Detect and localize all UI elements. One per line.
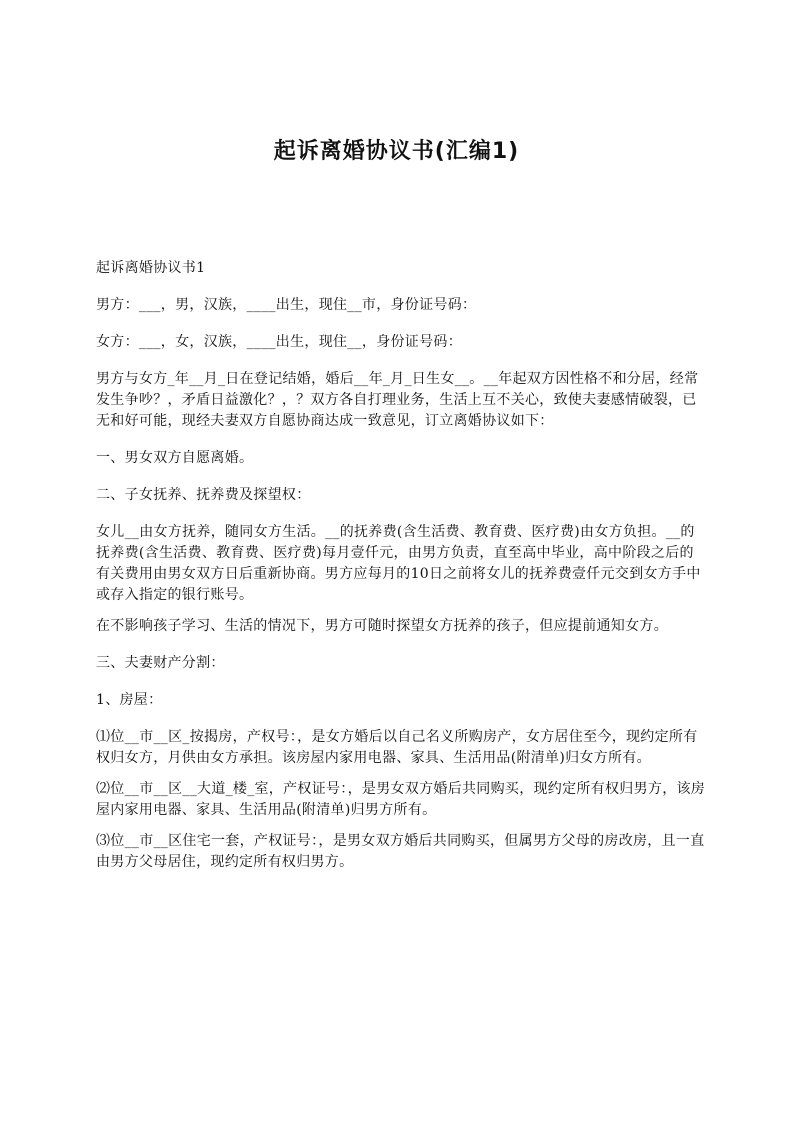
husband-info-paragraph: 男方：___，男，汉族，____出生，现住__市，身份证号码： <box>96 297 477 313</box>
clause-3-heading: 三、夫妻财产分割： <box>96 655 225 671</box>
clause-2-heading: 二、子女抚养、抚养费及探望权： <box>96 487 311 503</box>
child-support-paragraph: 女儿__由女方抚养，随同女方生活。__的抚养费(含生活费、教育费、医疗费)由女方负担。__的抚养费(含生活费、教育费、医疗费)每月壹仟元，由男方负责，直至高中毕业，高中阶段之后的有关费用由男女双方日后重新协商。男方应每月的10日之前将女儿的抚养费壹仟元交到女方手中或存入指定的银行账号。 <box>96 524 701 603</box>
house-subheading: 1、房屋： <box>96 692 163 708</box>
document-title: 起诉离婚协议书(汇编1) <box>273 139 520 164</box>
house-item-2-paragraph: ⑵位__市__区__大道_楼_室，产权证号：，是男女双方婚后共同购买，现约定所有权归男方，该房屋内家用电器、家具、生活用品(附清单)归男方所有。 <box>96 781 706 818</box>
document-body <box>96 258 706 889</box>
clause-1-paragraph: 一、男女双方自愿离婚。 <box>96 450 254 466</box>
background-paragraph: 男方与女方_年__月_日在登记结婚，婚后__年_月_日生女__。__年起双方因性格不和分居，经常发生争吵？，矛盾日益激化？，？双方各自打理业务，生活上互不关心，致使夫妻感情破裂，已无和好可能，现经夫妻双方自愿协商达成一致意见，订立离婚协议如下： <box>96 371 699 429</box>
agreement-heading: 起诉离婚协议书1 <box>96 260 206 276</box>
wife-info-paragraph: 女方：___，女，汉族，____出生，现住__，身份证号码： <box>96 334 462 350</box>
house-item-1-paragraph: ⑴位__市__区_按揭房，产权号：，是女方婚后以自己名义所购房产，女方居住至今，现约定所有权归女方，月供由女方承担。该房屋内家用电器、家具、生活用品(附清单)归女方所有。 <box>96 729 698 766</box>
house-item-3-paragraph: ⑶位__市__区住宅一套，产权证号：，是男女双方婚后共同购买，但属男方父母的房改房，且一直由男方父母居住，现约定所有权归男方。 <box>96 833 705 870</box>
visitation-paragraph: 在不影响孩子学习、生活的情况下，男方可随时探望女方抚养的孩子，但应提前通知女方。 <box>96 618 668 634</box>
